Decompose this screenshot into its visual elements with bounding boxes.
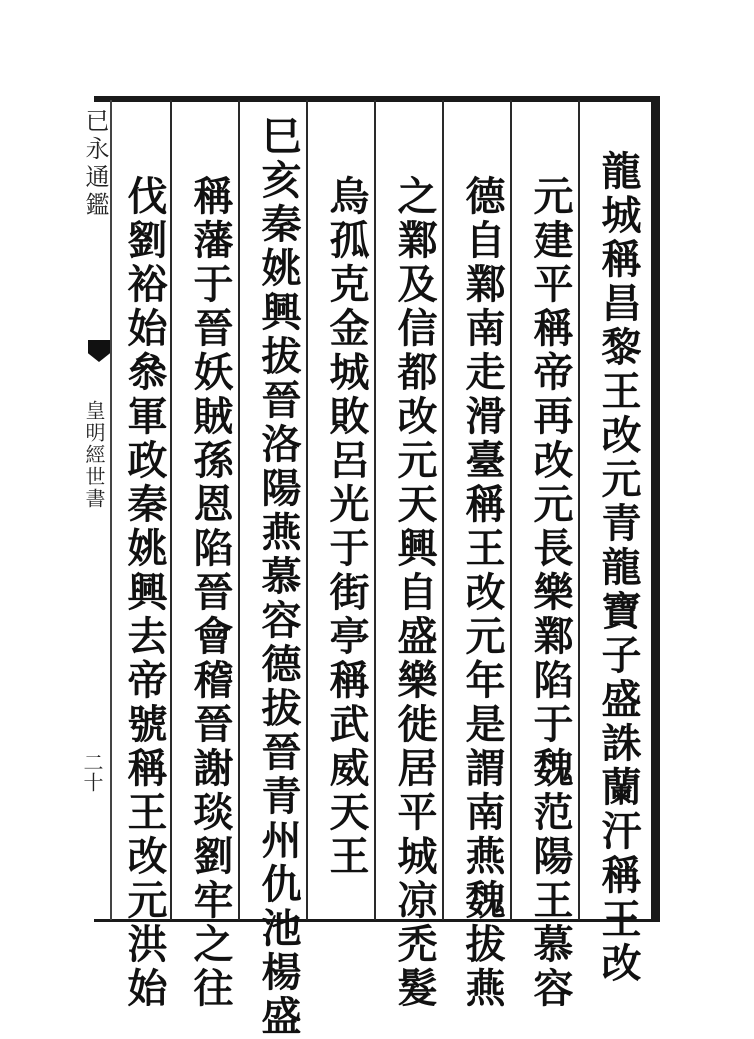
text-column-3: 德自鄴南走滑臺稱王改元年是謂南燕魏拔燕 — [459, 175, 506, 1011]
margin-book-title: 已永通鑑 — [81, 108, 109, 220]
margin-page-number: 二十 — [80, 752, 104, 792]
text-column-8: 伐劉裕始叅軍政秦姚興去帝號稱王改元洪始 — [121, 175, 168, 1011]
text-column-7: 稱藩于晉妖賊孫恩陷晉會稽晉謝琰劉牢之往 — [187, 175, 234, 1011]
margin-collection-name: 皇明經世書 — [82, 400, 106, 510]
text-column-6: 巳亥秦姚興拔晉洛陽燕慕容德拔晉青州仇池楊盛 — [255, 115, 302, 1039]
text-column-4: 之鄴及信都改元天興自盛樂徙居平城凉禿髮 — [391, 175, 438, 1011]
text-column-5: 烏孤克金城敗呂光于街亭稱武威天王 — [323, 175, 370, 879]
margin-divider — [110, 100, 112, 920]
text-column-1: 龍城稱昌黎王改元青龍寶子盛誅蘭汗稱王改 — [595, 150, 642, 986]
text-column-2: 元建平稱帝再改元長樂鄴陷于魏范陽王慕容 — [527, 175, 574, 1011]
